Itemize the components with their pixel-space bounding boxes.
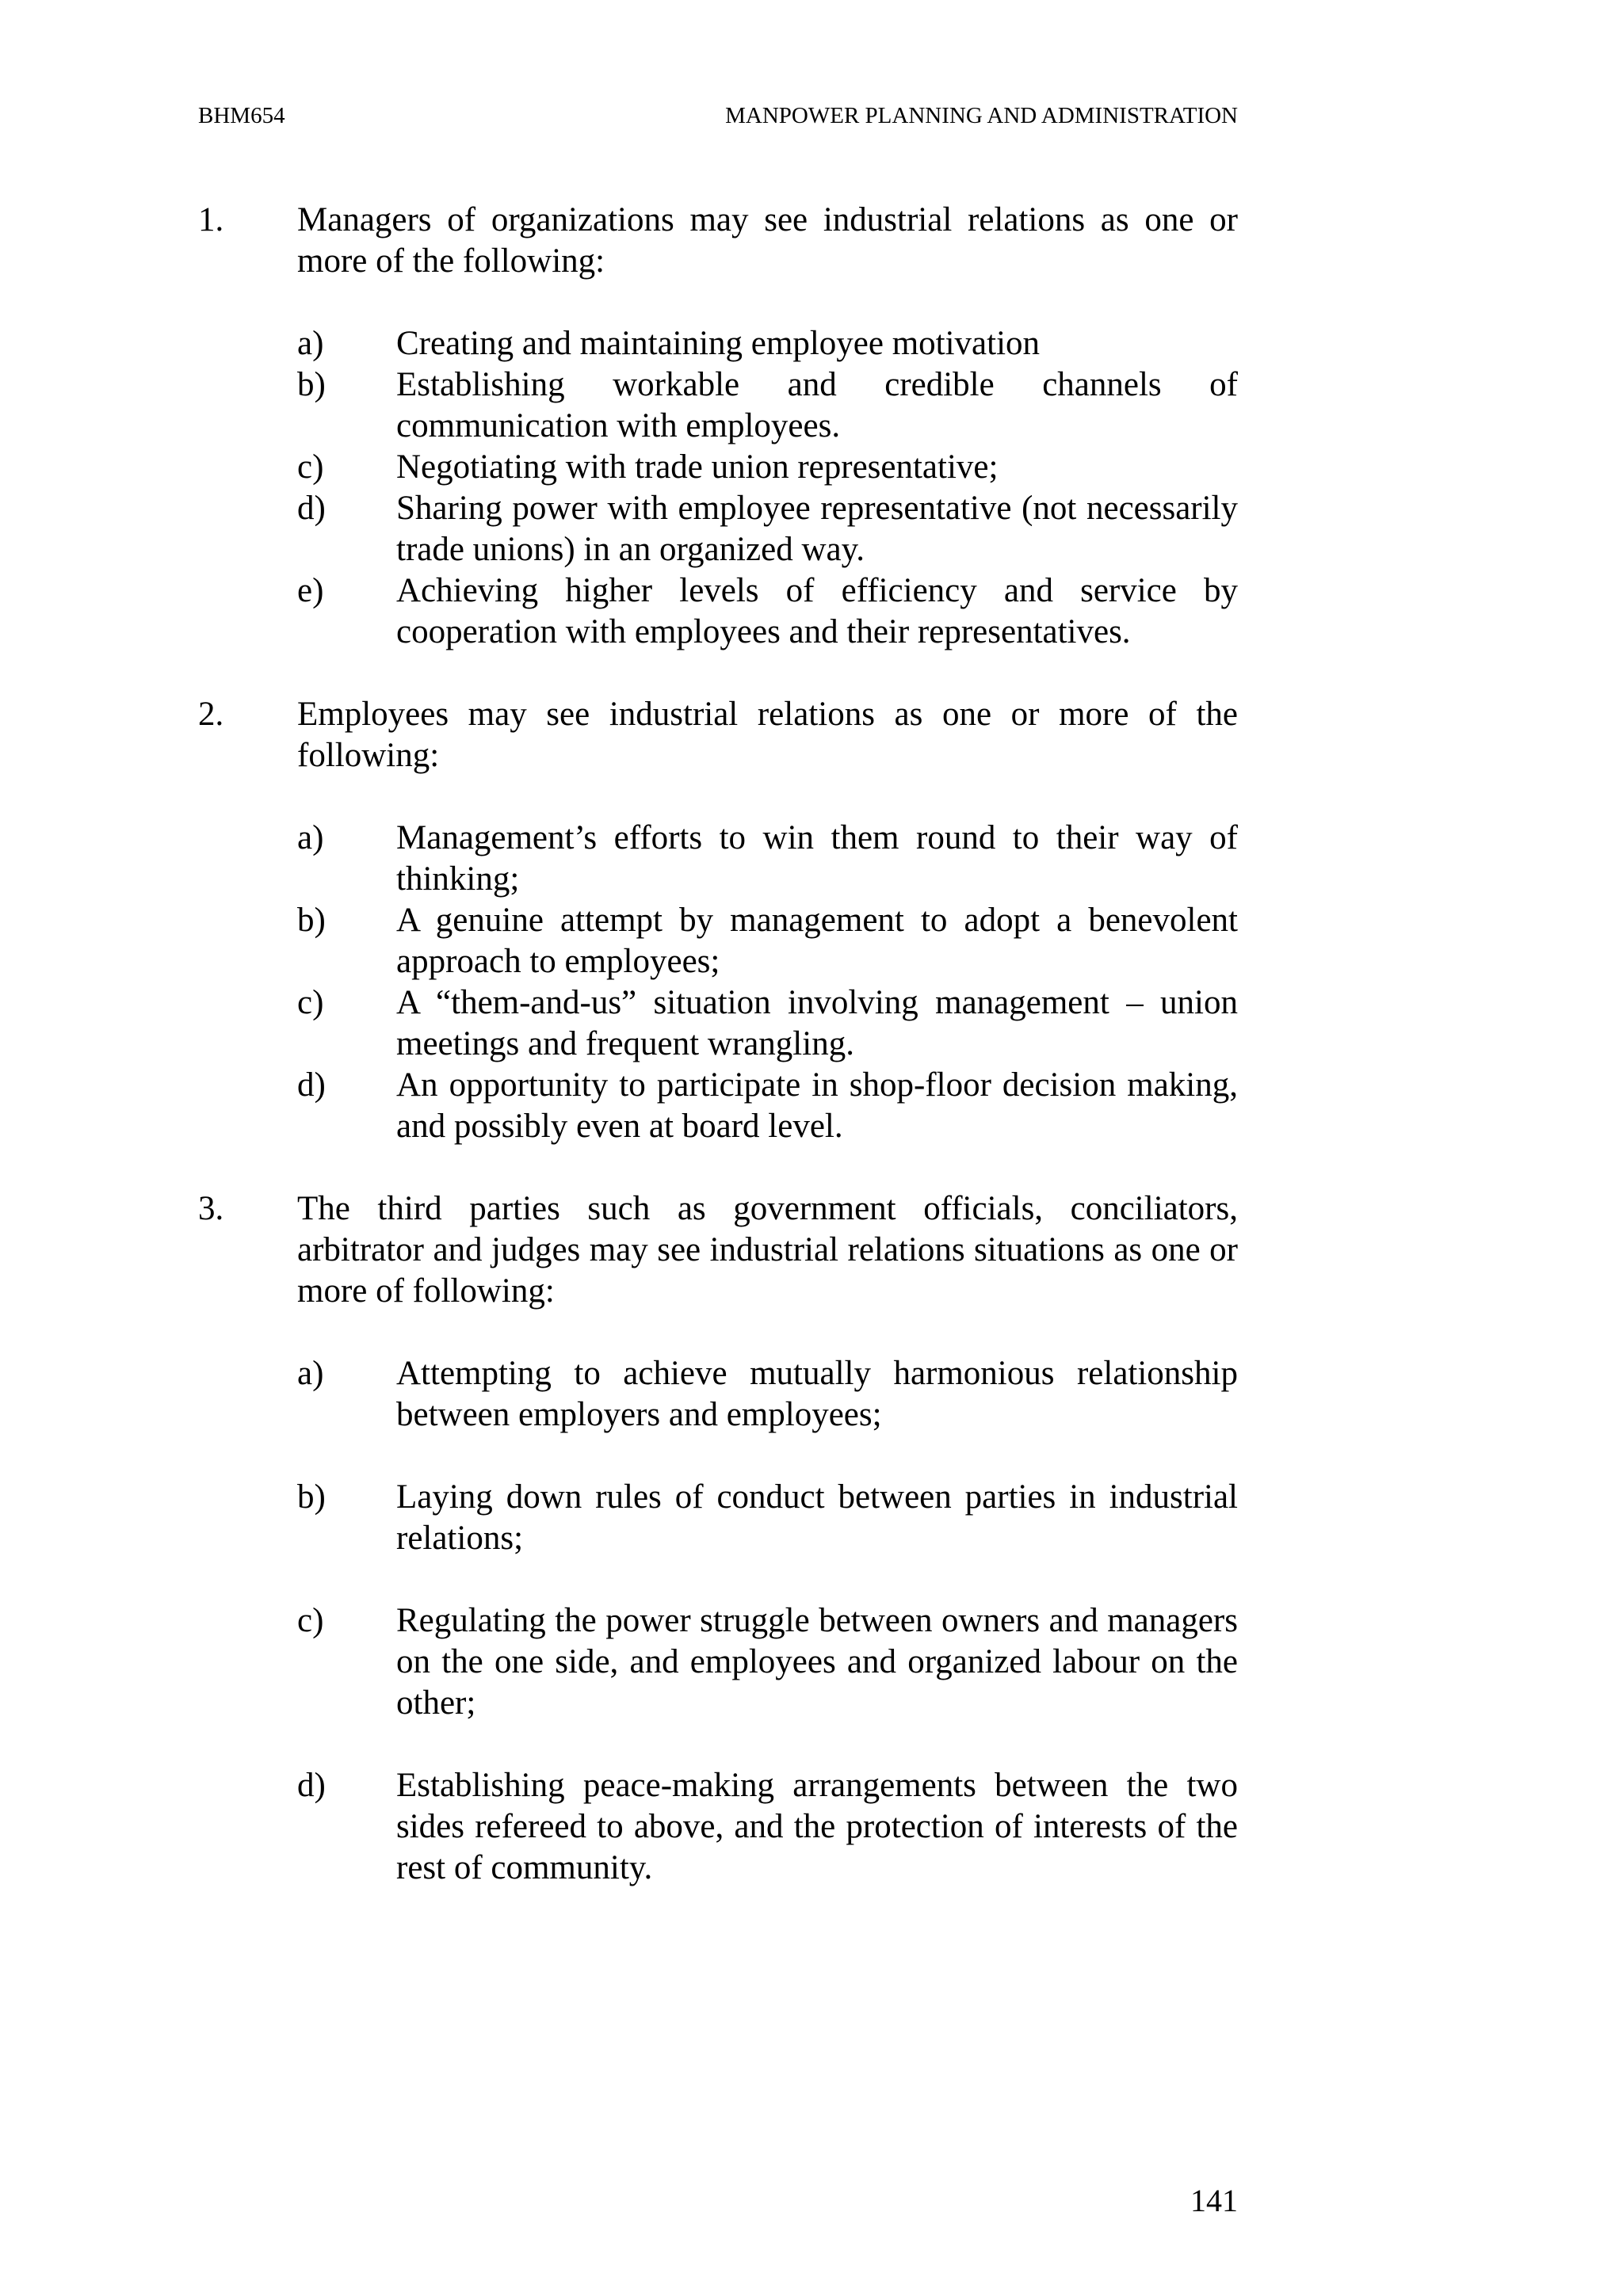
sub-item-letter: c): [297, 984, 324, 1021]
sub-item-text: Regulating the power struggle between owners and managers on the one side, and employees and organized labour on the other;: [396, 1602, 1238, 1722]
sub-item-letter: c): [297, 1602, 324, 1639]
item-body: [297, 200, 1238, 653]
sub-item: [297, 447, 1238, 488]
sub-item-letter: a): [297, 1355, 324, 1392]
sub-list: [297, 818, 1238, 1147]
sub-item-text: Attempting to achieve mutually harmonious relationship between employers and employees;: [396, 1355, 1238, 1433]
sub-item-letter: d): [297, 1767, 326, 1804]
item-number: 3.: [198, 1190, 224, 1227]
numbered-item-3: [198, 1188, 1238, 1889]
sub-item-letter: c): [297, 448, 324, 486]
sub-item: [297, 323, 1238, 364]
sub-item-text: Establishing workable and credible channels of communication with employees.: [396, 366, 1238, 444]
sub-item-text: Laying down rules of conduct between parties in industrial relations;: [396, 1478, 1238, 1557]
sub-item: [297, 982, 1238, 1065]
sub-item: [297, 1765, 1238, 1889]
sub-item: [297, 1477, 1238, 1559]
sub-item-letter: a): [297, 819, 324, 856]
sub-item: [297, 900, 1238, 982]
sub-item: [297, 1065, 1238, 1147]
sub-item: [297, 1600, 1238, 1724]
item-number: 1.: [198, 201, 224, 238]
sub-item-letter: b): [297, 902, 326, 939]
sub-item: [297, 488, 1238, 570]
course-code: BHM654: [198, 103, 285, 128]
item-text: The third parties such as government officials, conciliators, arbitrator and judges may see industrial relations situations as one or more of following:: [297, 1190, 1238, 1310]
sub-item-text: Negotiating with trade union representative;: [396, 448, 999, 486]
item-body: [297, 1188, 1238, 1889]
sub-item-letter: d): [297, 490, 326, 527]
sub-item-text: An opportunity to participate in shop-floor decision making, and possibly even at board level.: [396, 1066, 1238, 1145]
numbered-item-2: [198, 694, 1238, 1147]
sub-item-text: Establishing peace-making arrangements between the two sides refereed to above, and the protection of interests of the rest of community.: [396, 1767, 1238, 1886]
sub-item-text: Achieving higher levels of efficiency and service by cooperation with employees and their representatives.: [396, 572, 1238, 650]
sub-list: [297, 1353, 1238, 1889]
sub-item: [297, 364, 1238, 447]
sub-item-letter: d): [297, 1066, 326, 1104]
sub-item-text: A “them-and-us” situation involving management – union meetings and frequent wrangling.: [396, 984, 1238, 1062]
sub-item: [297, 1353, 1238, 1436]
course-title: MANPOWER PLANNING AND ADMINISTRATION: [725, 103, 1238, 128]
sub-item-text: Creating and maintaining employee motivation: [396, 325, 1041, 362]
sub-item-letter: e): [297, 572, 324, 609]
sub-item-text: Management’s efforts to win them round to their way of thinking;: [396, 819, 1238, 898]
item-text: Employees may see industrial relations as one or more of the following:: [297, 696, 1238, 774]
page-header: [198, 98, 1238, 133]
item-number: 2.: [198, 696, 224, 733]
document-body: [198, 200, 1238, 1889]
item-text: Managers of organizations may see industrial relations as one or more of the following:: [297, 201, 1238, 280]
page-number: 141: [1190, 2183, 1238, 2218]
sub-item-text: Sharing power with employee representative (not necessarily trade unions) in an organized way.: [396, 490, 1238, 568]
numbered-item-1: [198, 200, 1238, 653]
sub-list: [297, 323, 1238, 653]
sub-item: [297, 570, 1238, 653]
sub-item-text: A genuine attempt by management to adopt a benevolent approach to employees;: [396, 902, 1238, 980]
sub-item-letter: a): [297, 325, 324, 362]
sub-item-letter: b): [297, 1478, 326, 1516]
sub-item-letter: b): [297, 366, 326, 403]
item-body: [297, 694, 1238, 1147]
sub-item: [297, 818, 1238, 900]
